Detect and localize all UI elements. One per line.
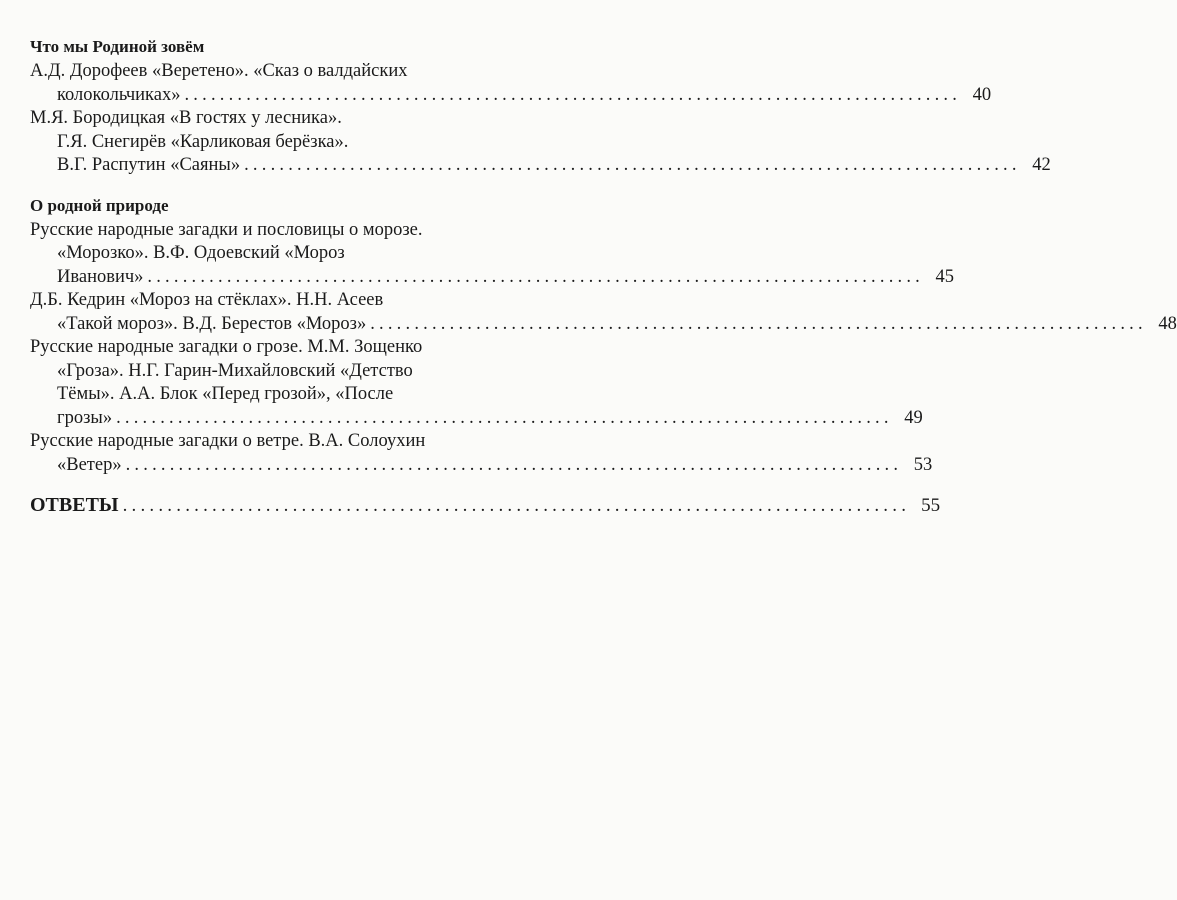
entry-line: Русские народные загадки о ветре. В.А. Солоухин: [30, 431, 426, 451]
toc-entry[interactable]: [30, 430, 933, 477]
page-number: 53: [913, 454, 933, 475]
dot-leader: ........................................................................................: [122, 495, 911, 516]
entry-last-line: «Такой мороз». В.Д. Берестов «Мороз»: [57, 313, 367, 334]
dot-leader: ........................................................................................: [116, 407, 893, 428]
answers-label: ОТВЕТЫ: [30, 494, 119, 516]
entry-line: А.Д. Дорофеев «Веретено». «Сказ о валдайских: [30, 61, 408, 81]
toc-entry[interactable]: [30, 289, 1177, 336]
page-number: 42: [1032, 155, 1051, 175]
entry-line: Русские народные загадки и пословицы о морозе.: [30, 219, 423, 240]
section-title: О родной природе: [30, 195, 169, 215]
entry-last-line: В.Г. Распутин «Саяны»: [57, 155, 241, 175]
entry-last-line: колокольчиках»: [57, 84, 181, 105]
toc-entry[interactable]: [30, 336, 923, 430]
entry-line: «Морозко». В.Ф. Одоевский «Мороз: [57, 243, 345, 263]
section-title: Что мы Родиной зовём: [30, 37, 205, 56]
entry-line: Русские народные загадки о грозе. М.М. Зощенко: [30, 337, 423, 357]
entry-last-line: грозы»: [57, 407, 113, 428]
toc-entry[interactable]: [30, 60, 992, 107]
entry-line: «Гроза». Н.Г. Гарин-Михайловский «Детство: [57, 360, 413, 381]
dot-leader: ........................................................................................: [125, 454, 903, 475]
dot-leader: ........................................................................................: [370, 313, 1147, 334]
page-number: 40: [972, 84, 992, 105]
page-number: 48: [1158, 313, 1177, 334]
toc-entry[interactable]: [30, 107, 1051, 178]
dot-leader: ........................................................................................: [147, 266, 925, 287]
toc-entry[interactable]: [30, 219, 955, 290]
entry-line: Г.Я. Снегирёв «Карликовая берёзка».: [57, 131, 349, 152]
entry-last-line: Иванович»: [57, 266, 144, 287]
toc-entry-answers[interactable]: [30, 493, 941, 518]
entry-line: М.Я. Бородицкая «В гостях у лесника».: [30, 108, 342, 128]
page-number: 55: [921, 495, 941, 516]
dot-leader: ........................................................................................: [184, 84, 962, 105]
dot-leader: ........................................................................................: [244, 155, 1021, 175]
page-number: 45: [935, 266, 955, 287]
entry-line: Тёмы». А.А. Блок «Перед грозой», «После: [57, 384, 394, 404]
entry-line: Д.Б. Кедрин «Мороз на стёклах». Н.Н. Асеев: [30, 290, 384, 310]
page-number: 49: [904, 407, 923, 428]
entry-last-line: «Ветер»: [57, 454, 122, 475]
table-of-contents: [30, 36, 1177, 518]
